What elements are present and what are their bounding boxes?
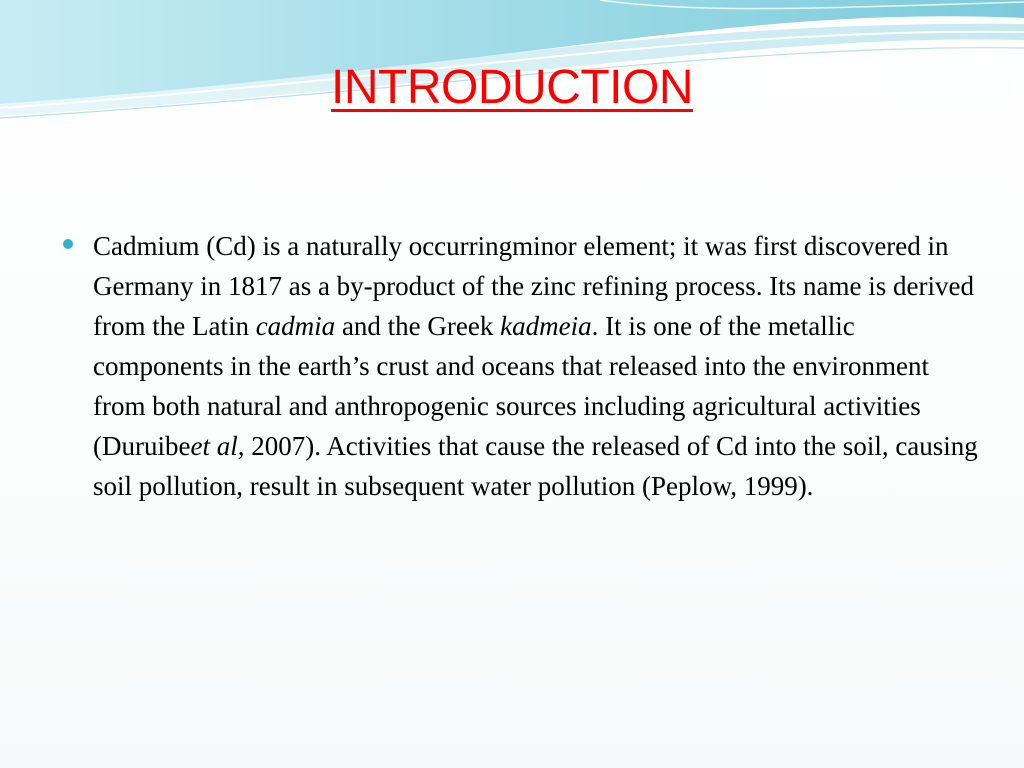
bullet-item [60, 226, 980, 506]
text-segment: . It is one of the metallic components in the earth’s crust and oceans that released into the environment from both natural and anthropogenic sources including agricultural activities (Duruibe [93, 311, 929, 461]
text-segment: 2007). Activities that cause the released of Cd into the soil, causing soil pollution, result in subsequent water pollution (Peplow, 1999). [93, 431, 978, 501]
bullet-dot-icon [63, 239, 73, 249]
text-segment: and the Greek [335, 311, 501, 341]
slide-content [60, 226, 980, 506]
italic-term: cadmia [255, 311, 336, 341]
slide-title-text: INTRODUCTION [331, 61, 693, 114]
italic-term: et al, [190, 431, 245, 461]
text-segment: Cadmium (Cd) is a naturally occurringminor element; it was first discovered in Germany in 1817 as a by-product of the zinc refining process. Its name is derived from the Latin [93, 231, 974, 341]
slide-title [0, 58, 1024, 118]
bullet-paragraph [93, 226, 980, 506]
italic-term: kadmeia [500, 311, 592, 341]
